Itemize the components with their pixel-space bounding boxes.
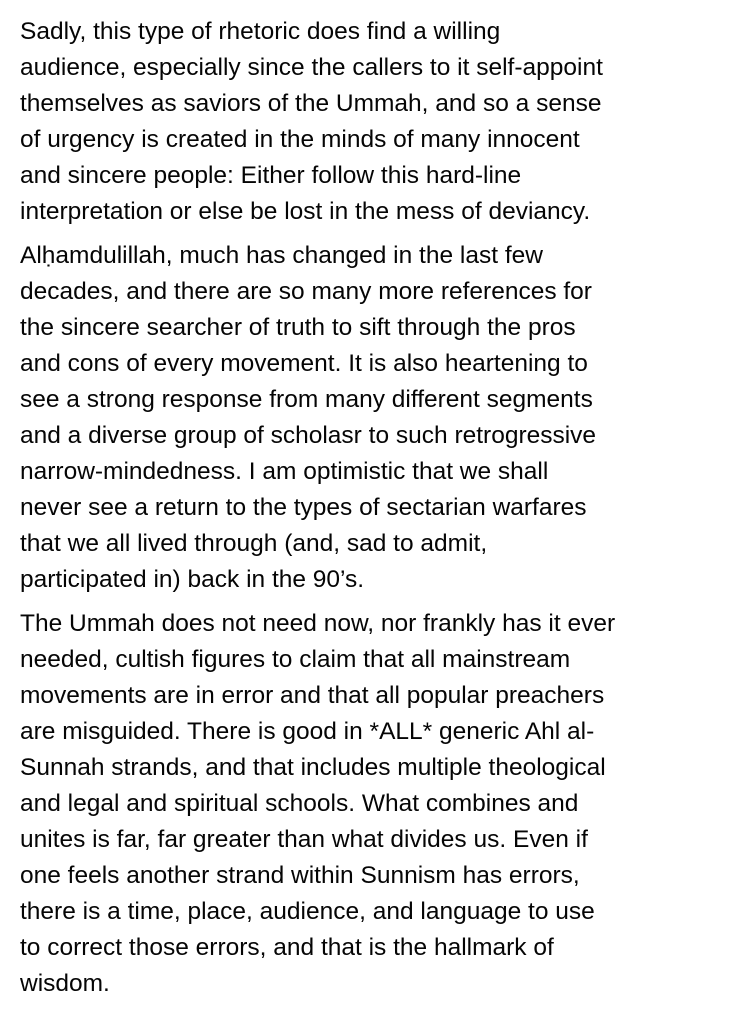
text-line: never see a return to the types of sectarian warfares: [20, 494, 587, 521]
text-line: Sunnah strands, and that includes multiple theological: [20, 754, 606, 781]
text-line: Alḥamdulillah, much has changed in the last few: [20, 242, 543, 269]
text-line: and a diverse group of scholasr to such retrogressive: [20, 422, 597, 449]
text-line: unites is far, far greater than what divides us. Even if: [20, 826, 588, 853]
paragraph-1: [20, 14, 736, 230]
text-line: themselves as saviors of the Ummah, and so a sense: [20, 90, 602, 117]
text-line: to correct those errors, and that is the hallmark of: [20, 934, 554, 961]
text-line: and legal and spiritual schools. What combines and: [20, 790, 579, 817]
text-line: decades, and there are so many more references for: [20, 278, 592, 305]
text-line: participated in) back in the 90’s.: [20, 566, 365, 593]
text-line: there is a time, place, audience, and language to use: [20, 898, 595, 925]
text-line: are misguided. There is good in *ALL* generic Ahl al-: [20, 718, 595, 745]
text-line: one feels another strand within Sunnism has errors,: [20, 862, 580, 889]
text-line: and cons of every movement. It is also heartening to: [20, 350, 588, 377]
text-line: needed, cultish figures to claim that all mainstream: [20, 646, 571, 673]
text-line: wisdom.: [20, 970, 110, 997]
paragraph-2: [20, 238, 736, 598]
text-line: and sincere people: Either follow this hard-line: [20, 162, 522, 189]
text-line: interpretation or else be lost in the mess of deviancy.: [20, 198, 591, 225]
text-line: of urgency is created in the minds of many innocent: [20, 126, 580, 153]
text-line: The Ummah does not need now, nor frankly has it ever: [20, 610, 616, 637]
text-line: that we all lived through (and, sad to admit,: [20, 530, 488, 557]
text-line: see a strong response from many different segments: [20, 386, 593, 413]
post-body: [20, 14, 736, 1010]
text-line: audience, especially since the callers to it self-appoint: [20, 54, 603, 81]
text-line: Sadly, this type of rhetoric does find a willing: [20, 18, 501, 45]
text-line: narrow-mindedness. I am optimistic that we shall: [20, 458, 549, 485]
text-line: movements are in error and that all popular preachers: [20, 682, 605, 709]
text-line: the sincere searcher of truth to sift through the pros: [20, 314, 576, 341]
paragraph-3: [20, 606, 736, 1002]
